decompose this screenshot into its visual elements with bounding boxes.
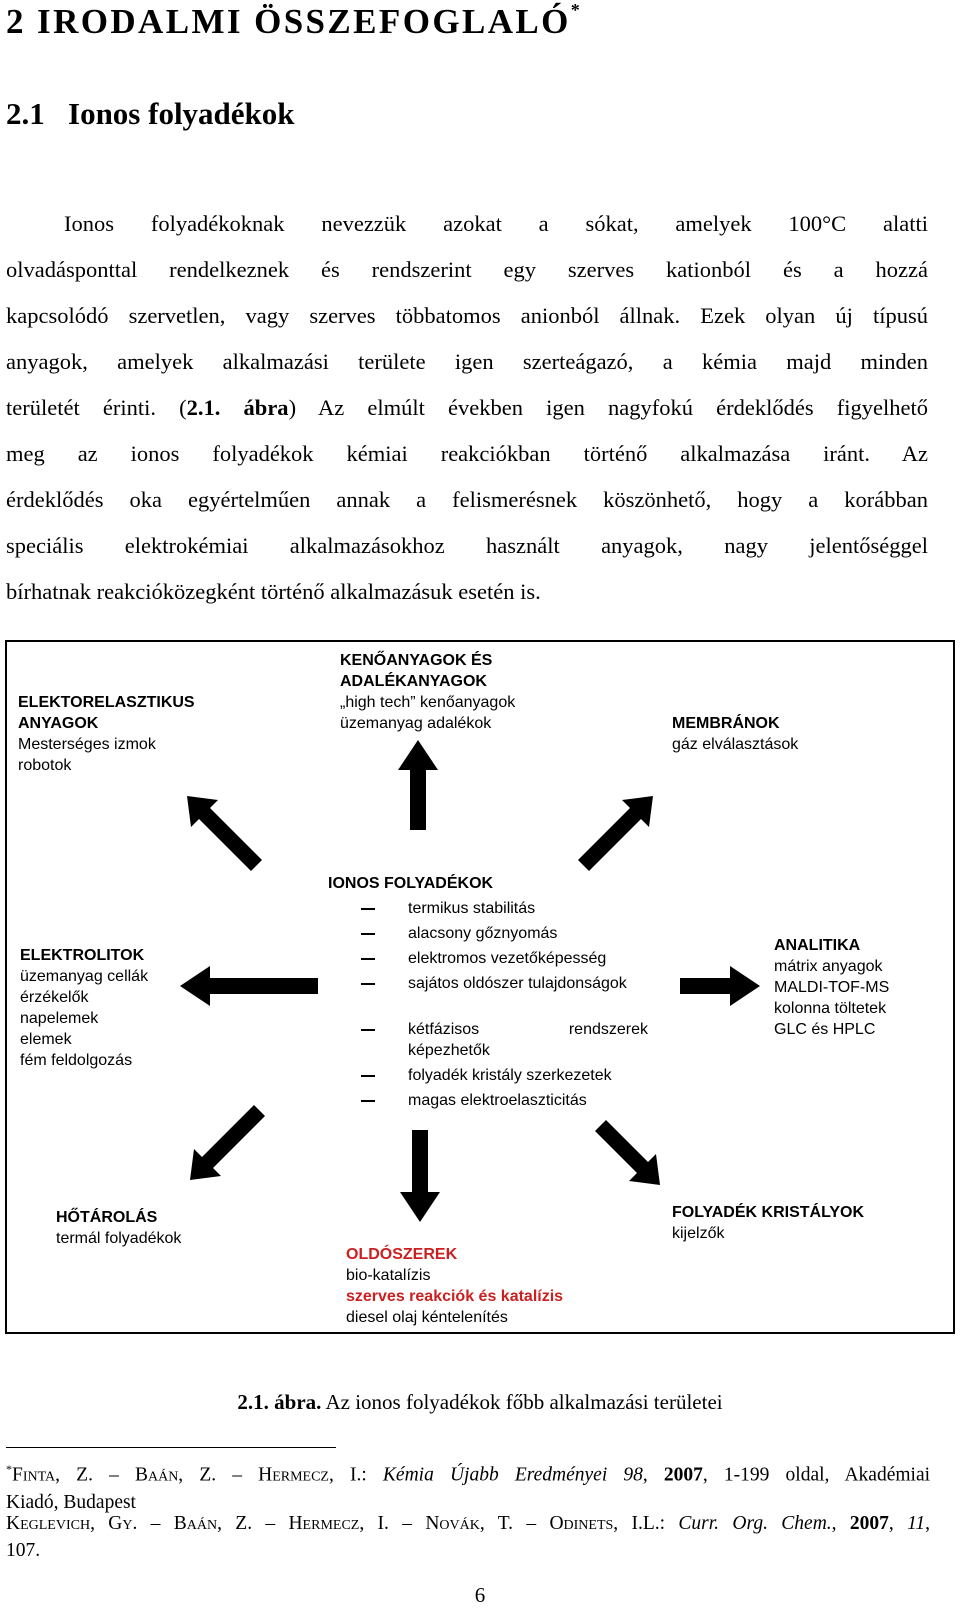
electroelastic-title: ELEKTORELASZTIKUS bbox=[18, 694, 195, 711]
dash-icon bbox=[361, 983, 375, 985]
dash-icon bbox=[361, 1029, 375, 1031]
arrow-left-icon bbox=[180, 966, 318, 1006]
caption-label: 2.1. ábra. bbox=[237, 1390, 322, 1414]
paragraph-line: olvadásponttal rendelkeznek és rendszerint egy szerves kationból és a hozzá bbox=[6, 257, 928, 282]
heat-storage-block bbox=[56, 1207, 181, 1249]
dash-icon bbox=[361, 958, 375, 960]
electroelastic-item: robotok bbox=[18, 757, 72, 774]
dash-icon bbox=[361, 933, 375, 935]
electrolytes-item: üzemanyag cellák bbox=[20, 968, 149, 985]
lubricants-title: ADALÉKANYAGOK bbox=[340, 673, 487, 690]
arrow-down-left-icon bbox=[190, 1105, 265, 1180]
section-title: Ionos folyadékok bbox=[68, 96, 295, 131]
dash-icon bbox=[361, 1075, 375, 1077]
footnote-1 bbox=[6, 1456, 930, 1516]
figure-caption bbox=[0, 1390, 960, 1415]
analytics-item: MALDI-TOF-MS bbox=[774, 979, 890, 996]
solvents-item: diesel olaj kéntelenítés bbox=[346, 1309, 508, 1326]
paragraph-text: területét érinti. ( bbox=[6, 395, 187, 420]
membranes-block bbox=[672, 713, 798, 755]
feature-item: elektromos vezetőképesség bbox=[408, 948, 648, 969]
paragraph-text: ) Az elmúlt években igen nagyfokú érdeklődés figyelhető bbox=[288, 395, 929, 420]
footnote-year: 2007 bbox=[849, 1513, 889, 1534]
lubricants-title: KENŐANYAGOK ÉS bbox=[340, 652, 493, 669]
feature-item: alacsony gőznyomás bbox=[408, 923, 648, 944]
paragraph-line: kapcsolódó szervetlen, vagy szerves többatomos anionból állnak. Ezek olyan új típusú bbox=[6, 303, 928, 328]
ionic-liquids-title: IONOS FOLYADÉKOK bbox=[328, 875, 494, 892]
lubricants-item: „high tech” kenőanyagok bbox=[340, 694, 516, 711]
footnote-line: 107. bbox=[6, 1540, 41, 1561]
footnote-line: Keglevich, Gy. – Baán, Z. – Hermecz, I. – Novák, T. – Odinets, I.L.: Curr. Org. Chem., 2007, 11, bbox=[6, 1513, 930, 1534]
analytics-block bbox=[774, 935, 889, 1040]
caption-text: Az ionos folyadékok főbb alkalmazási területei bbox=[321, 1390, 723, 1414]
heat-storage-item: termál folyadékok bbox=[56, 1230, 182, 1247]
electrolytes-title: ELEKTROLITOK bbox=[20, 947, 145, 964]
footnote-marker: * bbox=[570, 0, 580, 20]
arrow-up-icon bbox=[398, 740, 438, 830]
membranes-title: MEMBRÁNOK bbox=[672, 715, 780, 732]
solvents-item: bio-katalízis bbox=[346, 1267, 431, 1284]
footnote-journal: Curr. Org. Chem. bbox=[678, 1513, 832, 1534]
feature-item: kétfázisos rendszerek képezhetők bbox=[408, 1019, 648, 1061]
feature-item: sajátos oldószer tulajdonságok bbox=[408, 973, 648, 994]
footnote-authors: Finta, Z. – Baán, Z. – Hermecz, I.: bbox=[12, 1464, 383, 1486]
arrow-up-right-icon bbox=[578, 796, 653, 871]
analytics-item: kolonna töltetek bbox=[774, 1000, 887, 1017]
footnote-volume: 11 bbox=[907, 1513, 926, 1534]
analytics-item: mátrix anyagok bbox=[774, 958, 883, 975]
paragraph-line: érdeklődés oka egyértelműen annak a felismerésnek köszönhető, hogy a korábban bbox=[6, 487, 928, 512]
arrow-down-right-icon bbox=[595, 1120, 660, 1185]
arrow-up-left-icon bbox=[187, 796, 262, 871]
footnote-line: *Finta, Z. – Baán, Z. – Hermecz, I.: Kémia Újabb Eredményei 98, 2007, 1-199 oldal, Akadémiai bbox=[6, 1462, 931, 1486]
electrolytes-item: napelemek bbox=[20, 1010, 99, 1027]
paragraph-line: speciális elektrokémiai alkalmazásokhoz használt anyagok, nagy jelentőséggel bbox=[6, 533, 928, 558]
center-title-block bbox=[328, 873, 493, 894]
paragraph-line: Ionos folyadékoknak nevezzük azokat a sókat, amelyek 100°C alatti bbox=[64, 211, 928, 236]
paragraph-line: bírhatnak reakcióközegként történő alkalmazásuk esetén is. bbox=[6, 579, 541, 604]
lubricants-item: üzemanyag adalékok bbox=[340, 715, 492, 732]
electrolytes-block bbox=[20, 945, 148, 1071]
page-number: 6 bbox=[474, 1583, 486, 1607]
electroelastic-title: ANYAGOK bbox=[18, 715, 99, 732]
footnote-authors: Keglevich, Gy. – Baán, Z. – Hermecz, I. – Novák, T. – Odinets, I.L.: bbox=[6, 1513, 679, 1534]
footnote-2 bbox=[6, 1510, 930, 1564]
footnote-year: 2007 bbox=[663, 1464, 703, 1486]
feature-item: folyadék kristály szerkezetek bbox=[408, 1065, 648, 1086]
electroelastic-item: Mesterséges izmok bbox=[18, 736, 156, 753]
dash-icon bbox=[361, 1100, 375, 1102]
solvents-item: szerves reakciók és katalízis bbox=[346, 1288, 564, 1305]
liquid-crystals-block bbox=[672, 1202, 864, 1244]
figure-reference: 2.1. ábra bbox=[186, 395, 289, 420]
electrolytes-item: érzékelők bbox=[20, 989, 89, 1006]
paragraph-line: anyagok, amelyek alkalmazási területe igen szerteágazó, a kémia majd minden bbox=[6, 349, 928, 374]
liquid-crystals-item: kijelzők bbox=[672, 1225, 725, 1242]
section-number: 2.1 bbox=[6, 96, 45, 131]
feature-item: magas elektroelaszticitás bbox=[408, 1090, 648, 1111]
solvents-title: OLDÓSZEREK bbox=[346, 1246, 458, 1263]
footnote-line: Kiadó, Budapest bbox=[6, 1491, 136, 1513]
chapter-title: 2 IRODALMI ÖSSZEFOGLALÓ bbox=[6, 2, 571, 41]
electroelastic-block bbox=[18, 692, 195, 776]
solvents-block bbox=[346, 1244, 563, 1328]
footnote-text: , 1-199 oldal, Akadémiai bbox=[702, 1464, 931, 1486]
footnote-journal: Kémia Újabb Eredményei 98 bbox=[382, 1464, 643, 1486]
paragraph-line: meg az ionos folyadékok kémiai reakciókban történő alkalmazása iránt. Az bbox=[6, 441, 928, 466]
dash-icon bbox=[361, 908, 375, 910]
electrolytes-item: fém feldolgozás bbox=[20, 1052, 133, 1069]
analytics-item: GLC és HPLC bbox=[774, 1021, 876, 1038]
heat-storage-title: HŐTÁROLÁS bbox=[56, 1209, 158, 1226]
lubricants-block bbox=[340, 650, 515, 734]
liquid-crystals-title: FOLYADÉK KRISTÁLYOK bbox=[672, 1204, 865, 1221]
footnote-marker: * bbox=[6, 1462, 12, 1476]
analytics-title: ANALITIKA bbox=[774, 937, 861, 954]
membranes-item: gáz elválasztások bbox=[672, 736, 799, 753]
feature-item: termikus stabilitás bbox=[408, 898, 648, 919]
arrow-down-icon bbox=[400, 1130, 440, 1222]
electrolytes-item: elemek bbox=[20, 1031, 72, 1048]
footnote-divider bbox=[6, 1447, 336, 1448]
arrow-right-icon bbox=[680, 966, 760, 1006]
